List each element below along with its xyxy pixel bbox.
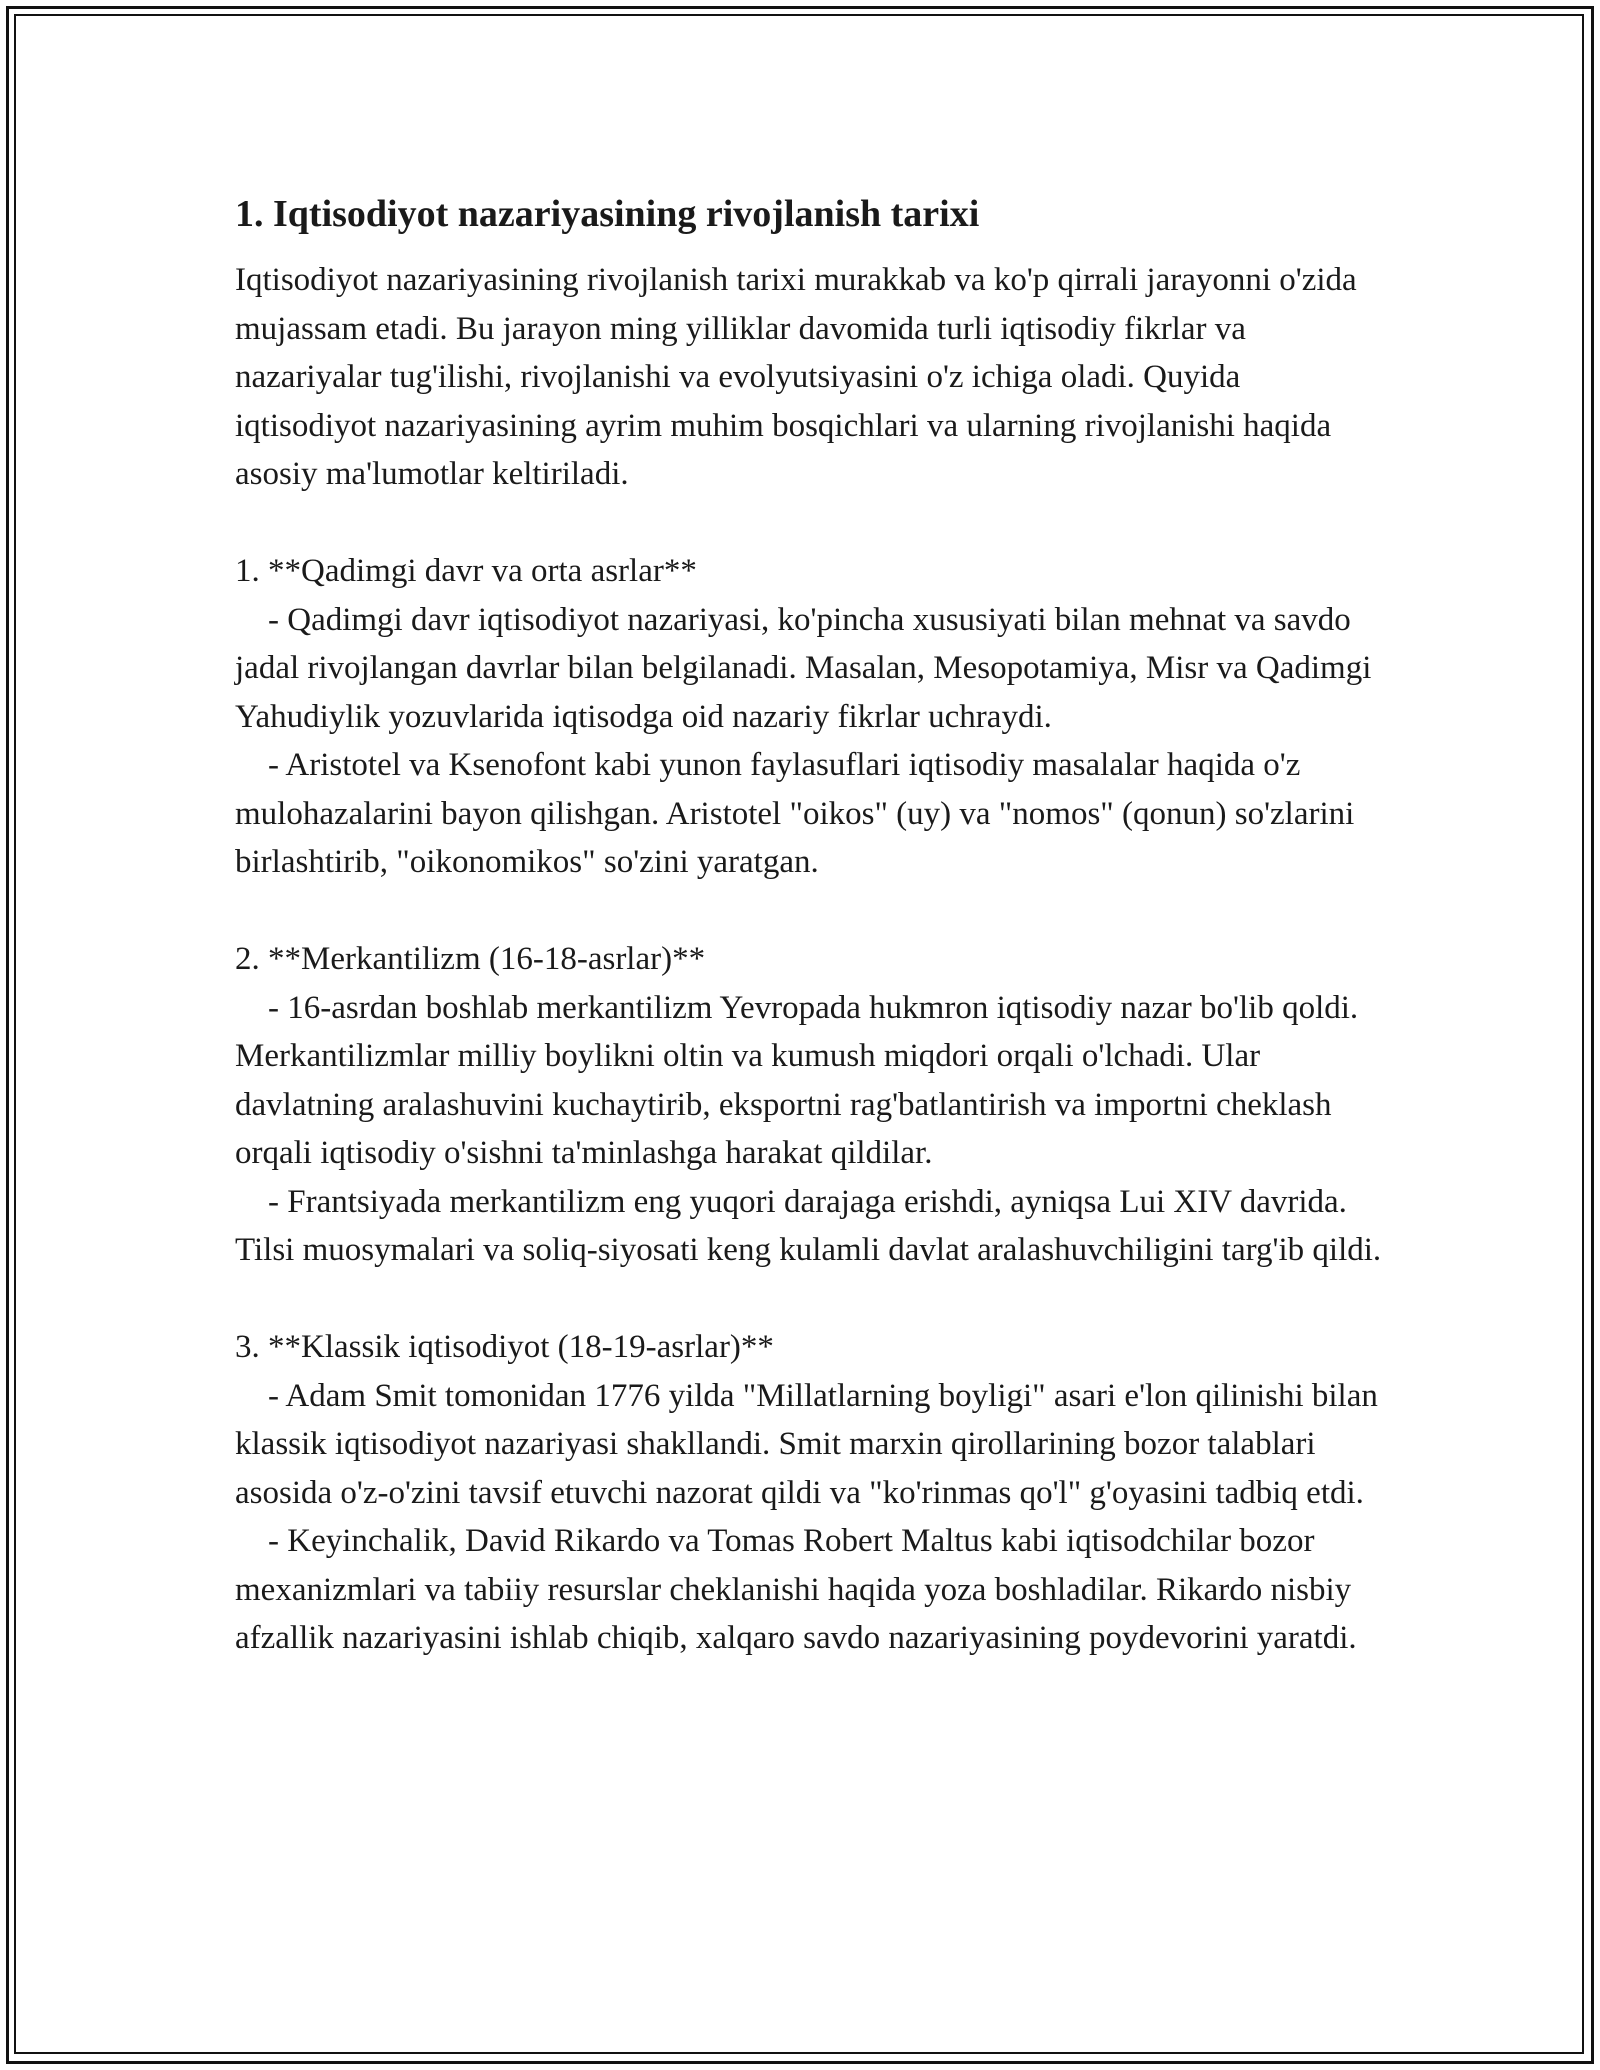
section-title: 3. **Klassik iqtisodiyot (18-19-asrlar)** [235,1329,774,1365]
section-ancient [235,547,1385,887]
section-title: 2. **Merkantilizm (16-18-asrlar)** [235,941,706,977]
section-title: 1. **Qadimgi davr va orta asrlar** [235,553,697,589]
section-point: - Keyinchalik, David Rikardo va Tomas Robert Maltus kabi iqtisodchilar bozor mexanizmlari va tabiiy resurslar cheklanishi haqida yoza boshladilar. Rikardo nisbiy afzallik nazariyasini ishlab chiqib, xalqaro savdo nazariyasining poydevorini yaratdi. [235,1523,1360,1656]
section-point: - Aristotel va Ksenofont kabi yunon faylasuflari iqtisodiy masalalar haqida o'z mulohazalarini bayon qilishgan. Aristotel "oikos" (uy) va "nomos" (qonun) so'zlarini birlashtirib, "oikonomikos" so'zini yaratgan. [235,747,1363,880]
section-point: - Qadimgi davr iqtisodiyot nazariyasi, ko'pincha xususiyati bilan mehnat va savdo jadal rivojlangan davrlar bilan belgilanadi. Masalan, Mesopotamiya, Misr va Qadimgi Yahudiylik yozuvlarida iqtisodga oid nazariy fikrlar uchraydi. [235,601,1379,735]
section-point: - Adam Smit tomonidan 1776 yilda "Millatlarning boyligi" asari e'lon qilinishi bilan klassik iqtisodiyot nazariyasi shakllandi. Smit marxin qirollarining bozor talablari asosida o'z-o'zini tavsif etuvchi nazorat qildi va "ko'rinmas qo'l" g'oyasini tadbiq etdi. [235,1377,1387,1511]
section-classical [235,1323,1385,1663]
spacer [235,499,1385,548]
section-point: - Frantsiyada merkantilizm eng yuqori darajaga erishdi, ayniqsa Lui XIV davrida. Tilsi muosymalari va soliq-siyosati keng kulamli davlat aralashuvchiligini targ'ib qildi. [235,1183,1382,1268]
intro-paragraph: Iqtisodiyot nazariyasining rivojlanish tarixi murakkab va ko'p qirrali jarayonni o'zida mujassam etadi. Bu jarayon ming yilliklar davomida turli iqtisodiy fikrlar va nazariyalar tug'ilishi, rivojlanishi va evolyutsiyasini o'z ichiga oladi. Quyida iqtisodiyot nazariyasining ayrim muhim bosqichlari va ularning rivojlanishi haqida asosiy ma'lumotlar keltiriladi. [235,262,1357,492]
spacer [235,887,1385,936]
document-heading: 1. Iqtisodiyot nazariyasining rivojlanish tarixi [235,193,980,235]
spacer [235,1275,1385,1324]
section-mercantilism [235,935,1385,1275]
section-point: - 16-asrdan boshlab merkantilizm Yevropada hukmron iqtisodiy nazar bo'lib qoldi. Merkantilizmlar milliy boylikni oltin va kumush miqdori orqali o'lchadi. Ular davlatning aralashuvini kuchaytirib, eksportni rag'batlantirish va importni cheklash orqali iqtisodiy o'sishni ta'minlashga harakat qildilar. [235,989,1367,1171]
document-body [235,188,1385,1663]
